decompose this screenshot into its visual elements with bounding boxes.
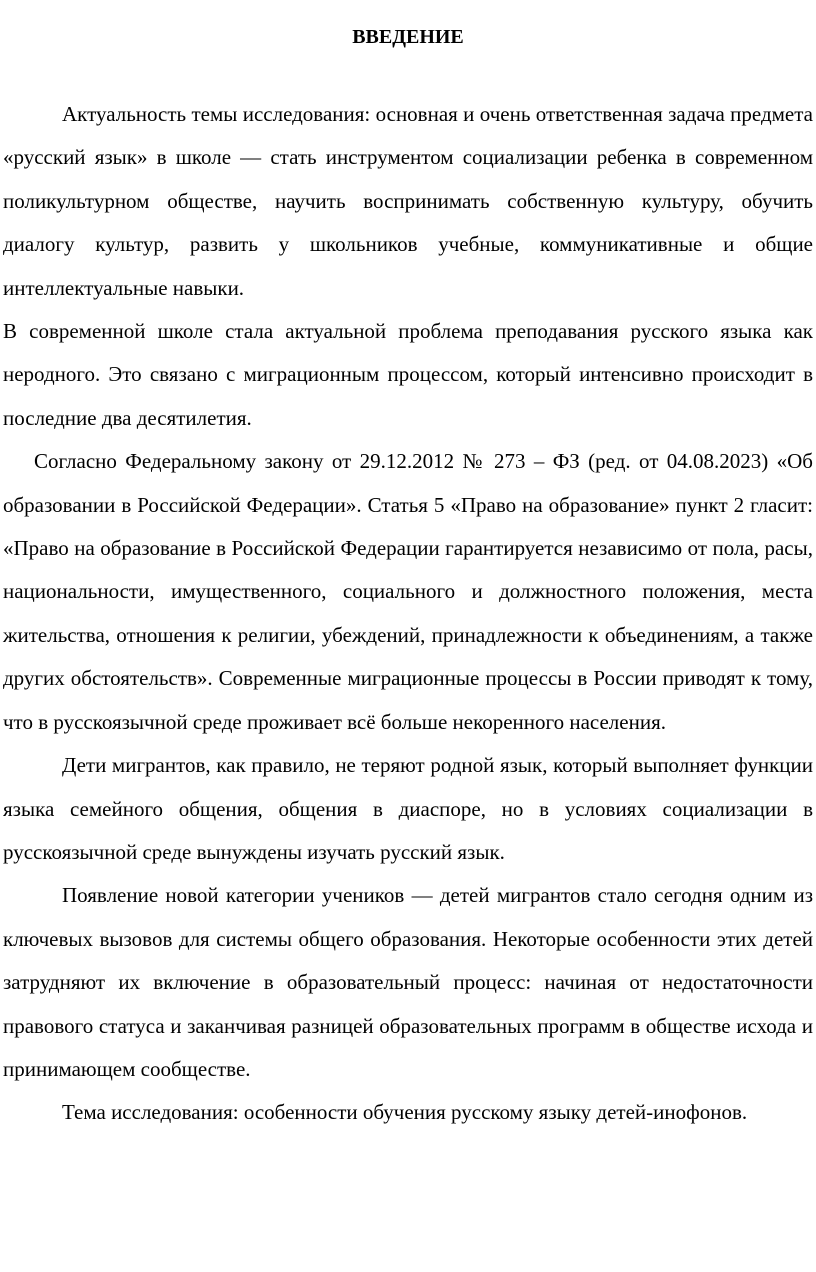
paragraph-problem: В современной школе стала актуальной проблема преподавания русского языка как неродного. Это связано с миграционным процессом, который интенсивно происходит в последние два десятилетия. [3, 319, 813, 430]
paragraph-new-category: Появление новой категории учеников — детей мигрантов стало сегодня одним из ключевых вызовов для системы общего образования. Некоторые особенности этих детей затрудняют их включение в образовательный процесс: начиная от недостаточности правового статуса и заканчивая разницей образовательных программ в обществе исхода и принимающем сообществе. [3, 883, 813, 1081]
paragraph-migrant-children: Дети мигрантов, как правило, не теряют родной язык, который выполняет функции языка семейного общения, общения в диаспоре, но в условиях социализации в русскоязычной среде вынуждены изучать русский язык. [3, 753, 813, 864]
paragraph-research-topic: Тема исследования: особенности обучения русскому языку детей-инофонов. [62, 1100, 748, 1125]
paragraph-relevance: Актуальность темы исследования: основная и очень ответственная задача предмета «русский язык» в школе — стать инструментом социализации ребенка в современном поликультурном обществе, научить воспринимать собственную культуру, обучить диалогу культур, развить у школьников учебные, коммуникативные и общие интеллектуальные навыки. [3, 102, 813, 300]
document-title: ВВЕДЕНИЕ [352, 26, 464, 48]
paragraph-law: Согласно Федеральному закону от 29.12.2012 № 273 – ФЗ (ред. от 04.08.2023) «Об образовании в Российской Федерации». Статья 5 «Право на образование» пункт 2 гласит: «Право на образование в Российской Федерации гарантируется независимо от пола, расы, национальности, имущественного, социального и должностного положения, места жительства, отношения к религии, убеждений, принадлежности к объединениям, а также других обстоятельств». Современные миграционные процессы в России приводят к тому, что в русскоязычной среде проживает всё больше некоренного населения. [3, 449, 813, 734]
